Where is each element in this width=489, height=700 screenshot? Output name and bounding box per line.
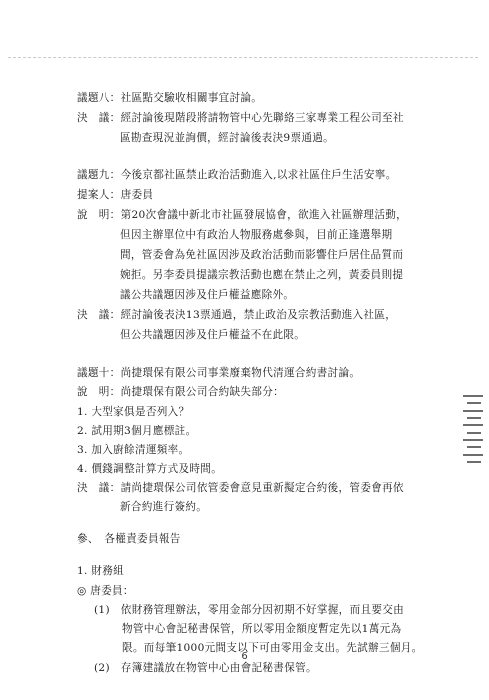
side-stamp-mark <box>463 395 485 463</box>
agenda-item-10-point-3: 3. 加入廚餘清運頻率。 <box>77 444 190 456</box>
agenda-item-9-resolution-cont: 但公共議題因涉及住戶權益不在此限。 <box>120 329 306 341</box>
agenda-item-8-resolution: 決 議：經討論後現階段將請物管中心先聯絡三家專業工程公司至社 <box>77 112 404 124</box>
finance-item-1-cont: 物管中心會記秘書保管，所以零用金額度暫定先以1萬元為 <box>122 623 402 635</box>
agenda-item-10-point-1: 1. 大型家俱是否列入？ <box>77 406 190 418</box>
agenda-item-9-explanation: 說 明：第20次會議中新北市社區發展協會，欲進入社區辦理活動， <box>77 209 407 221</box>
agenda-item-8-title: 議題八：社區點交驗收相關事宜討論。 <box>77 92 263 104</box>
finance-item-2: (2) 存簿建議放在物管中心由會記秘書保管。 <box>94 662 317 674</box>
agenda-item-9-title: 議題九：今後京都社區禁止政治活動進入,以求社區住戶生活安寧。 <box>77 169 397 181</box>
agenda-item-10-resolution-cont: 新合約進行簽約。 <box>120 501 208 513</box>
agenda-item-9-proposer: 提案人：唐委員 <box>77 189 154 201</box>
header-dashed-rule <box>8 57 478 58</box>
finance-item-1-cont: 限。而每筆1000元間支以下可由零用金支出。先試辦三個月。 <box>122 642 423 654</box>
agenda-item-10-point-2: 2. 試用期3個月應標註。 <box>77 425 197 437</box>
page-number: 6 <box>241 651 248 662</box>
agenda-item-10-resolution: 決 議：請尚捷環保公司依管委會意見重新擬定合約後，管委會再依 <box>77 482 404 494</box>
reporter-tang: ◎ 唐委員： <box>77 585 134 597</box>
agenda-item-8-resolution-cont: 區勘查現況並詢價，經討論後表決9票通過。 <box>120 132 335 144</box>
finance-group-heading: 1. 財務組 <box>77 565 125 577</box>
agenda-item-9-explanation-cont: 議公共議題因涉及住戶權益應除外。 <box>120 289 295 301</box>
agenda-item-9-resolution: 決 議：經討論後表決13票通過，禁止政治及宗教活動進入社區， <box>77 309 397 321</box>
agenda-item-10-point-4: 4. 價錢調整計算方式及時間。 <box>77 463 223 475</box>
agenda-item-9-explanation-cont: 但因主辦單位中有政治人物服務處參與，目前正逢選舉期 <box>120 229 393 241</box>
finance-item-1: (1) 依財務管理辦法，零用金部分因初期不好掌握，而且要交由 <box>94 604 405 616</box>
agenda-item-10-title: 議題十：尚捷環保有限公司事業廢棄物代清運合約書討論。 <box>77 367 361 379</box>
agenda-item-9-explanation-cont: 間，管委會為免社區因涉及政治活動而影響住戶居住品質而 <box>120 249 404 261</box>
agenda-item-9-explanation-cont: 婉拒。另李委員提議宗教活動也應在禁止之列，黃委員則提 <box>120 269 404 281</box>
agenda-item-10-explanation: 說 明：尚捷環保有限公司合約缺失部分： <box>77 386 284 398</box>
section-heading-reports: 參、 各權責委員報告 <box>77 533 181 545</box>
